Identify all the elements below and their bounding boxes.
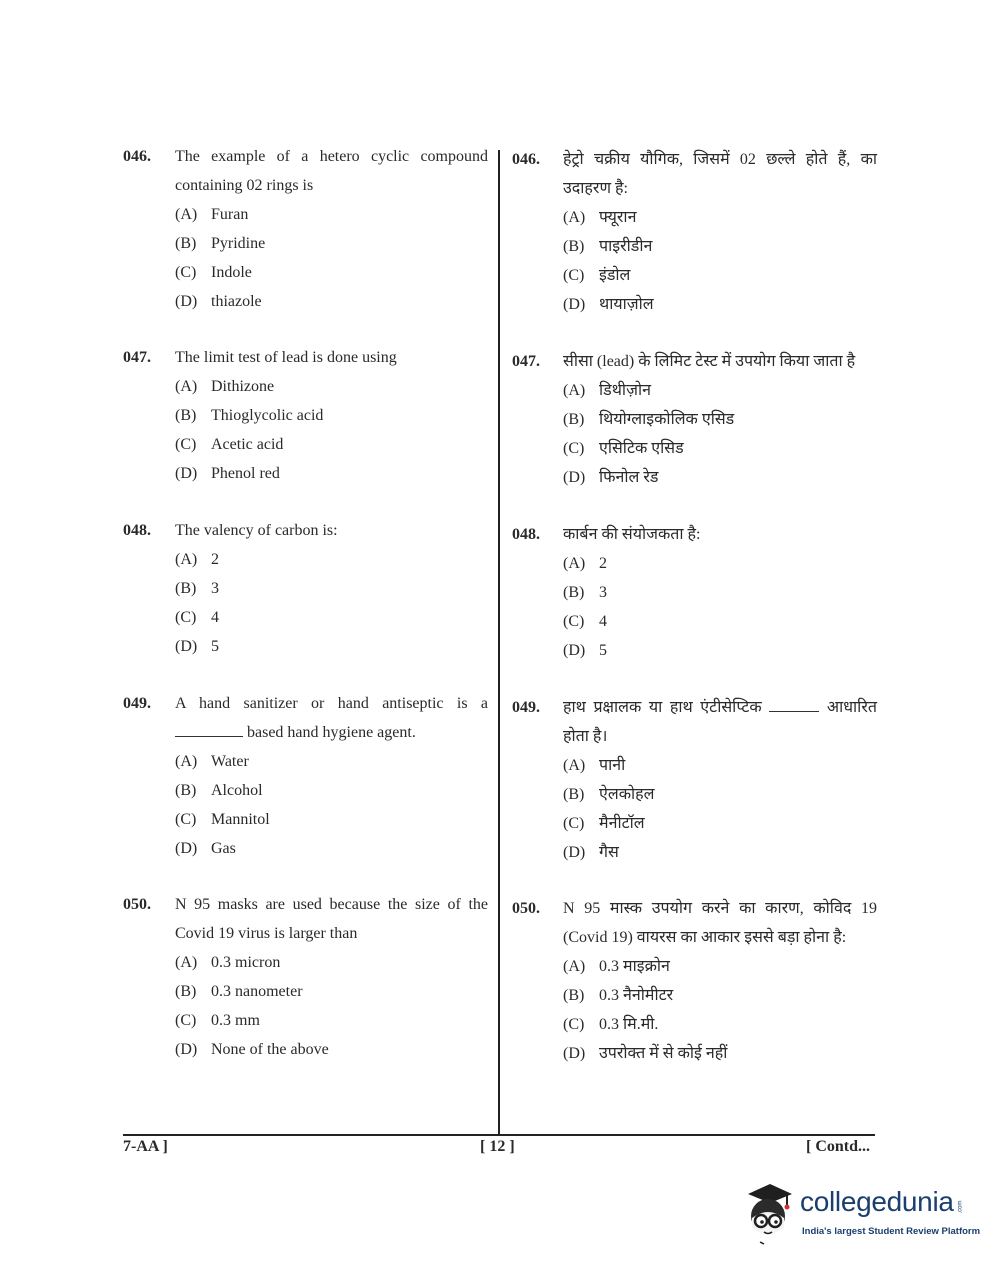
answer-blank xyxy=(175,724,243,737)
question-number: 047. xyxy=(512,353,540,370)
question-number: 046. xyxy=(123,148,151,165)
option-b: (B) ऐलकोहल xyxy=(563,786,655,803)
option-b: (B) Alcohol xyxy=(175,782,263,799)
logo-domain: .com xyxy=(957,1200,964,1214)
question-number: 047. xyxy=(123,349,151,366)
question-number: 049. xyxy=(123,695,151,712)
logo-brand-text: collegedunia xyxy=(800,1186,954,1217)
option-a: (A) डिथीज़ोन xyxy=(563,382,651,399)
question-text: N 95 मास्क उपयोग करने का कारण, कोविद 19 (Covid 19) वायरस का आकार इससे बड़ा होना है: xyxy=(563,900,877,946)
collegedunia-logo xyxy=(742,1180,981,1250)
question-text: सीसा (lead) के लिमिट टेस्ट में उपयोग किया जाता है xyxy=(563,353,856,370)
footer-page-number: [ 12 ] xyxy=(480,1138,515,1155)
option-b: (B) Pyridine xyxy=(175,235,266,252)
question-number: 048. xyxy=(512,526,540,543)
option-b: (B) थियोग्लाइकोलिक एसिड xyxy=(563,411,735,428)
question-text: The example of a hetero cyclic compound containing 02 rings is xyxy=(175,148,488,194)
column-divider xyxy=(498,150,500,1134)
option-d: (D) Phenol red xyxy=(175,465,280,482)
option-a: (A) पानी xyxy=(563,757,626,774)
option-b: (B) 0.3 नैनोमीटर xyxy=(563,987,674,1004)
option-c: (C) Indole xyxy=(175,264,252,281)
logo-tagline: India's largest Student Review Platform xyxy=(802,1226,981,1237)
option-a: (A) Dithizone xyxy=(175,378,275,395)
option-d: (D) 5 xyxy=(563,642,607,659)
question-number: 048. xyxy=(123,522,151,539)
footer-paper-code: 7-AA ] xyxy=(123,1138,168,1155)
option-c: (C) इंडोल xyxy=(563,267,631,284)
option-c: (C) Mannitol xyxy=(175,811,270,828)
option-c: (C) 0.3 मि.मी. xyxy=(563,1016,659,1033)
option-c: (C) 4 xyxy=(563,613,607,630)
option-d: (D) 5 xyxy=(175,638,219,655)
option-c: (C) Acetic acid xyxy=(175,436,284,453)
option-c: (C) 0.3 mm xyxy=(175,1012,260,1029)
answer-blank xyxy=(769,699,819,712)
footer-contd: [ Contd... xyxy=(806,1138,871,1155)
mascot-icon xyxy=(742,1180,800,1250)
option-b: (B) 0.3 nanometer xyxy=(175,983,303,1000)
question-text: N 95 masks are used because the size of the Covid 19 virus is larger than xyxy=(175,896,488,942)
option-c: (C) एसिटिक एसिड xyxy=(563,440,684,457)
option-d: (D) Gas xyxy=(175,840,236,857)
question-number: 046. xyxy=(512,151,540,168)
option-c: (C) 4 xyxy=(175,609,219,626)
question-number: 050. xyxy=(123,896,151,913)
option-d: (D) None of the above xyxy=(175,1041,329,1058)
question-number: 050. xyxy=(512,900,540,917)
option-a: (A) Furan xyxy=(175,206,249,223)
option-a: (A) 0.3 micron xyxy=(175,954,281,971)
option-b: (B) पाइरीडीन xyxy=(563,238,653,255)
option-d: (D) फिनोल रेड xyxy=(563,469,659,486)
option-a: (A) 2 xyxy=(563,555,607,572)
option-d: (D) उपरोक्त में से कोई नहीं xyxy=(563,1045,728,1062)
option-c: (C) मैनीटॉल xyxy=(563,815,645,832)
option-d: (D) थायाज़ोल xyxy=(563,296,654,313)
option-a: (A) Water xyxy=(175,753,249,770)
question-number: 049. xyxy=(512,699,540,716)
option-b: (B) 3 xyxy=(175,580,219,597)
question-text: कार्बन की संयोजकता है: xyxy=(563,526,701,543)
option-d: (D) गैस xyxy=(563,844,619,861)
question-text: The valency of carbon is: xyxy=(175,522,338,539)
question-text: A hand sanitizer or hand antiseptic is a based hand hygiene agent. xyxy=(175,695,488,741)
question-text: हाथ प्रक्षालक या हाथ एंटीसेप्टिक आधारित होता है। xyxy=(563,699,877,745)
option-b: (B) 3 xyxy=(563,584,607,601)
option-a: (A) फ्यूरान xyxy=(563,209,637,226)
question-text: The limit test of lead is done using xyxy=(175,349,397,366)
option-d: (D) thiazole xyxy=(175,293,262,310)
option-a: (A) 2 xyxy=(175,551,219,568)
option-b: (B) Thioglycolic acid xyxy=(175,407,324,424)
question-text: हेट्रो चक्रीय यौगिक, जिसमें 02 छल्ले होते हैं, का उदाहरण है: xyxy=(563,151,877,197)
option-a: (A) 0.3 माइक्रोन xyxy=(563,958,670,975)
footer-rule xyxy=(123,1134,875,1136)
